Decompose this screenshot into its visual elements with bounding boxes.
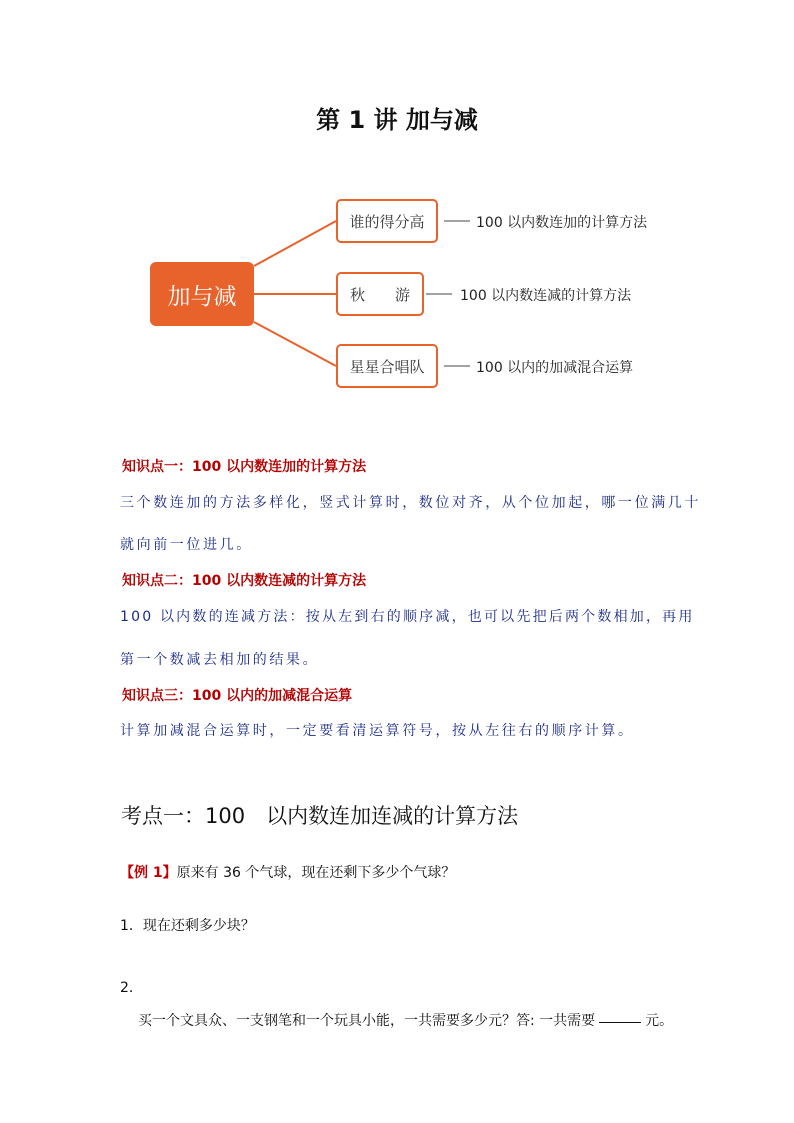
knowledge-heading-1: 知识点一：100 以内数连加的计算方法: [122, 459, 367, 475]
mindmap-root: 加与减: [150, 262, 254, 326]
example-text: 原来有 36 个气球，现在还剩下多少个气球？: [176, 865, 456, 881]
question-2-number: 2．: [120, 980, 143, 996]
question-1: 1．现在还剩多少块？: [120, 918, 255, 934]
mindmap-node-1: 谁的得分高: [336, 199, 438, 243]
page-title: 第 1 讲 加与减: [316, 106, 478, 134]
mindmap-leaf-2: 100 以内数连减的计算方法: [460, 288, 632, 304]
example-tag: 【例 1】: [120, 865, 177, 881]
knowledge-2-line-2: 第一个数减去相加的结果。: [120, 652, 320, 668]
connector-root-3: [254, 322, 336, 366]
answer-blank[interactable]: [599, 1022, 641, 1023]
section-heading: 考点一：100 以内数连加连减的计算方法: [121, 804, 519, 828]
mindmap-node-3: 星星合唱队: [336, 344, 438, 388]
knowledge-heading-2: 知识点二：100 以内数连减的计算方法: [122, 573, 367, 589]
question-2-end: 元。: [645, 1013, 674, 1029]
knowledge-3-line-1: 计算加减混合运算时，一定要看清运算符号，按从左往右的顺序计算。: [120, 723, 635, 739]
question-2: [138, 1010, 673, 1030]
mindmap-node-2: 秋 游: [336, 272, 424, 316]
knowledge-2-line-1: 100 以内数的连减方法：按从左到右的顺序减，也可以先把后两个数相加，再用: [120, 609, 695, 625]
mindmap-leaf-3: 100 以内的加减混合运算: [476, 360, 634, 376]
mindmap-leaf-1: 100 以内数连加的计算方法: [476, 215, 648, 231]
knowledge-1-line-1: 三个数连加的方法多样化，竖式计算时，数位对齐，从个位加起，哪一位满几十: [120, 495, 701, 511]
knowledge-1-line-2: 就向前一位进几。: [120, 537, 253, 553]
question-2-text: 买一个文具众、一支钢笔和一个玩具小能，一共需要多少元？答: 一共需要: [138, 1013, 596, 1029]
knowledge-heading-3: 知识点三：100 以内的加减混合运算: [122, 688, 353, 704]
connector-root-1: [254, 221, 336, 266]
example-1: [120, 862, 455, 882]
